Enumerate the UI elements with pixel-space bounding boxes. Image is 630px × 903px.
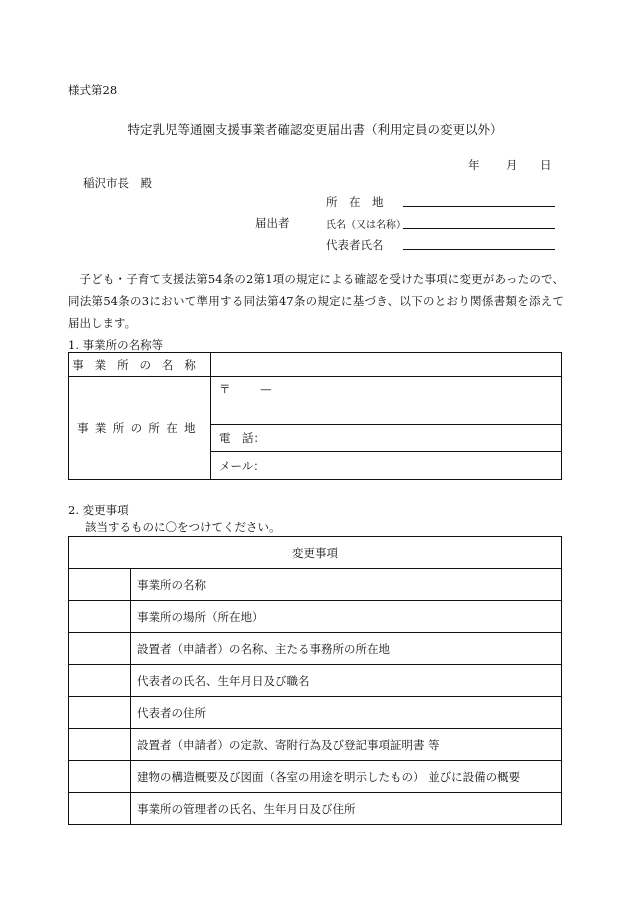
change-item: 建物の構造概要及び図面（各室の用途を明示したもの） 並びに設備の概要 bbox=[131, 761, 562, 793]
facility-address-label: 事業所の所在地 bbox=[77, 421, 202, 435]
change-row bbox=[69, 601, 562, 633]
phone-label: 電 話： bbox=[219, 431, 265, 445]
applicant-rep-line[interactable] bbox=[403, 249, 555, 250]
change-row bbox=[69, 665, 562, 697]
change-row bbox=[69, 697, 562, 729]
document-title: 特定乳児等通園支援事業者確認変更届出書（利用定員の変更以外） bbox=[127, 122, 503, 137]
change-mark-cell[interactable] bbox=[69, 569, 131, 601]
facility-name-input[interactable] bbox=[211, 353, 562, 377]
postal-dash: — bbox=[260, 382, 272, 396]
change-row bbox=[69, 729, 562, 761]
applicant-name-label: 氏名（又は名称） bbox=[326, 220, 406, 231]
change-item: 設置者（申請者）の定款、寄附行為及び登記事項証明書 等 bbox=[131, 729, 562, 761]
change-mark-cell[interactable] bbox=[69, 761, 131, 793]
email-cell[interactable] bbox=[211, 452, 562, 480]
change-item: 設置者（申請者）の名称、主たる事務所の所在地 bbox=[131, 633, 562, 665]
form-number: 様式第28 bbox=[68, 83, 118, 97]
change-mark-cell[interactable] bbox=[69, 665, 131, 697]
date-year: 年 bbox=[468, 158, 480, 172]
applicant-location-line[interactable] bbox=[403, 206, 555, 207]
addressee: 稲沢市長 殿 bbox=[83, 176, 152, 190]
change-item: 代表者の氏名、生年月日及び職名 bbox=[131, 665, 562, 697]
change-mark-cell[interactable] bbox=[69, 633, 131, 665]
change-item: 事業所の名称 bbox=[131, 569, 562, 601]
section2-instruction: 該当するものに〇をつけてください。 bbox=[85, 520, 281, 534]
change-item: 代表者の住所 bbox=[131, 697, 562, 729]
phone-cell[interactable] bbox=[211, 425, 562, 452]
change-row bbox=[69, 569, 562, 601]
change-mark-cell[interactable] bbox=[69, 729, 131, 761]
changes-header: 変更事項 bbox=[69, 537, 562, 569]
facility-address-label-cell bbox=[69, 377, 211, 480]
section2-heading: 2. 変更事項 bbox=[68, 503, 129, 517]
change-item: 事業所の場所（所在地） bbox=[131, 601, 562, 633]
applicant-rep-label: 代表者氏名 bbox=[326, 238, 384, 252]
change-row bbox=[69, 761, 562, 793]
change-item: 事業所の管理者の氏名、生年月日及び住所 bbox=[131, 793, 562, 825]
change-mark-cell[interactable] bbox=[69, 697, 131, 729]
body-paragraph: 子ども・子育て支援法第54条の2第1項の規定による確認を受けた事項に変更があったので、同法第54条の3において準用する同法第47条の規定に基づき、以下のとおり関係書類を添えて届出します。 bbox=[68, 272, 564, 330]
applicant-label: 届出者 bbox=[255, 216, 290, 230]
change-row bbox=[69, 793, 562, 825]
change-row bbox=[69, 633, 562, 665]
date-day: 日 bbox=[540, 158, 552, 172]
date-month: 月 bbox=[506, 158, 518, 172]
postal-mark: 〒 bbox=[219, 382, 231, 396]
applicant-name-line[interactable] bbox=[403, 228, 555, 229]
facility-name-label: 事業所の名称 bbox=[72, 357, 207, 372]
section1-heading: 1. 事業所の名称等 bbox=[68, 338, 164, 352]
change-mark-cell[interactable] bbox=[69, 601, 131, 633]
applicant-location-label: 所 在 地 bbox=[326, 195, 384, 209]
email-label: メール： bbox=[219, 458, 265, 473]
facility-name-label-cell bbox=[69, 353, 211, 377]
facility-table bbox=[68, 352, 562, 480]
change-mark-cell[interactable] bbox=[69, 793, 131, 825]
postal-address-cell[interactable] bbox=[211, 377, 562, 425]
changes-table bbox=[68, 536, 562, 825]
